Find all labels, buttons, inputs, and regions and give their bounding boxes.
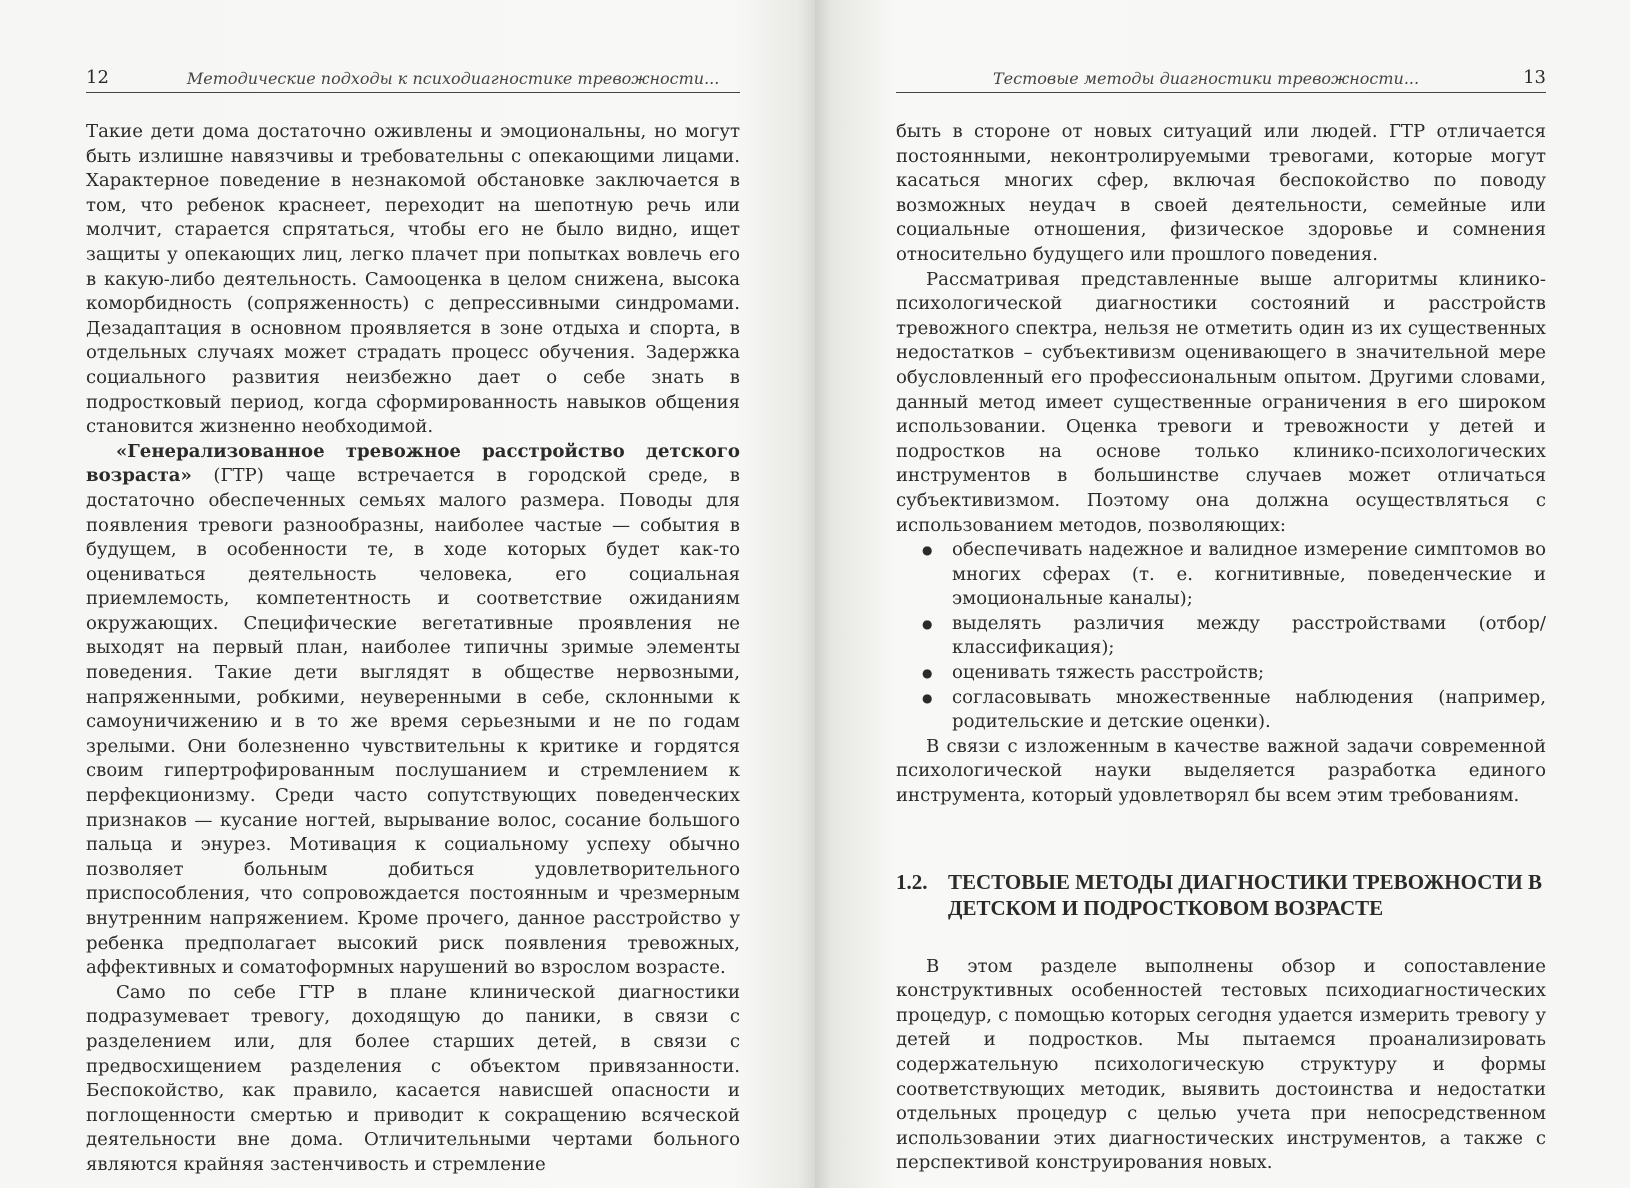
- paragraph-text: (ГТР) чаще встречается в городской среде, в достаточно обеспеченных семьях малого размера. Поводы для появления тревоги разнообразны, наиболее частые — события в будущем, в особенности те, в ходе которых будет как-то оцениваться деятельность человека, его социальная приемлемость, компетентность и соответствие ожиданиям окружающих. Специфические вегетативные проявления не выходят на первый план, наиболее типичны зримые элементы поведения. Такие дети выглядят в обществе нервозными, напряженными, робкими, неуверенными в себе, склонными к самоуничижению и в то же время серьезными и не по годам зрелыми. Они болезненно чувствительны к критике и гордятся своим гипертрофированным послушанием и стремлением к перфекционизму. Среди часто сопутствующих поведенческих признаков — кусание ногтей, вырывание волос, сосание большого пальца и энурез. Мотивация к социальному успеху обычно позволяет больным добиться удовлетворительного приспособления, что сопровождается постоянным и чрезмерным внутренним напряжением. Кроме прочего, данное расстройство у ребенка предполагает высокий риск появления тревожных, аффективных и соматоформных нарушений во взрослом возрасте.: [86, 465, 740, 979]
- section-number: 1.2.: [896, 869, 928, 894]
- term-heading: «Генерализованное тревожное расстройство детского возраста»: [86, 440, 740, 487]
- list-item: ● согласовывать множественные наблюдения (например, родительские и детские оценки).: [952, 686, 1546, 735]
- criteria-list: [896, 538, 1546, 735]
- list-item: ● выделять различия между расстройствами (отбор/классификация);: [952, 612, 1546, 661]
- right-page-header: [896, 58, 1546, 93]
- right-paragraph-2: Рассматривая представленные выше алгоритмы клинико-психологической диагностики состояний и расстройств тревожного спектра, нельзя не отметить один из их существенных недостатков – субъективизм оценивающего в значительной мере обусловленный его профессиональным опытом. Другими словами, данный метод имеет существенные ограничения в его широком использовании. Оценка тревоги и тревожности у детей и подростков на основе только клинико-психологических инструментов в большинстве случаев может отличаться субъективизмом. Поэтому она должна осуществляться с использованием методов, позволяющих:: [896, 268, 1546, 536]
- right-page: [815, 0, 1630, 1188]
- section-heading: [896, 869, 1546, 921]
- right-page-body: [896, 120, 1546, 1176]
- right-paragraph-3: В связи с изложенным в качестве важной задачи современной психологической науки выделяется разработка единого инструмента, который удовлетворял бы всем этим требованиям.: [896, 735, 1546, 807]
- right-paragraph-1: быть в стороне от новых ситуаций или людей. ГТР отличается постоянными, неконтролируемыми тревогами, которые могут касаться многих сфер, включая беспокойство по поводу возможных неудач в своей деятельности, семейные или социальные отношения, физическое здоровье и сомнения относительно будущего или прошлого поведения.: [896, 121, 1546, 265]
- left-paragraph-3: [86, 981, 740, 1178]
- list-item: ● обеспечивать надежное и валидное измерение симптомов во многих сферах (т. е. когнитивные, поведенческие и эмоциональные каналы);: [952, 538, 1546, 612]
- left-page-number: 12: [86, 67, 109, 88]
- list-item: ● оценивать тяжесть расстройств;: [952, 661, 1546, 686]
- paragraph-text: Такие дети дома достаточно оживлены и эмоциональны, но могут быть излишне навязчивы и требовательны с опекающими лицами. Характерное поведение в незнакомой обстановке заключается в том, что ребенок краснеет, переходит на шепотную речь или молчит, старается спрятаться, чтобы его не было видно, ищет защиты у опекающих лиц, легко плачет при попытках вовлечь его в какую-либо деятельность. Самооценка в целом снижена, высока коморбидность (сопряженность) с депрессивными синдромами. Дезадаптация в основном проявляется в зоне отдыха и спорта, в отдельных случаях может страдать процесс обучения. Задержка социального развития неизбежно дает о себе знать в подростковый период, когда сформированность навыков общения становится жизненно необходимой.: [86, 121, 740, 438]
- paragraph-text: Само по себе ГТР в плане клинической диагностики подразумевает тревогу, доходящую до паники, в связи с разделением или, для более старших детей, в связи с предвосхищением разделения с объектом привязанности. Беспокойство, как правило, касается нависшей опасности и поглощенности смертью и приводит к сокращению всяческой деятельности вне дома. Отличительными чертами больного являются крайняя застенчивость и стремление: [86, 981, 740, 1175]
- section-title: ТЕСТОВЫЕ МЕТОДЫ ДИАГНОСТИКИ ТРЕВОЖНОСТИ В ДЕТСКОМ И ПОДРОСТКОВОМ ВОЗРАСТЕ: [948, 869, 1542, 920]
- left-page-body: [86, 120, 740, 1178]
- left-paragraph-1: [86, 120, 740, 440]
- right-running-title: Тестовые методы диагностики тревожности...: [992, 69, 1420, 88]
- right-page-number: 13: [1523, 67, 1546, 88]
- left-paragraph-2: [86, 440, 740, 981]
- left-running-title: Методические подходы к психодиагностике тревожности...: [186, 69, 720, 88]
- left-page-header: [86, 58, 740, 93]
- right-paragraph-4: В этом разделе выполнены обзор и сопоставление конструктивных особенностей тестовых психодиагностических процедур, с помощью которых сегодня удается измерить тревогу у детей и подростков. Мы пытаемся проанализировать содержательную психологическую структуру и формы соответствующих методик, выявить достоинства и недостатки отдельных процедур с целью учета при непосредственном использовании этих диагностических инструментов, а также с перспективой конструирования новых.: [896, 955, 1546, 1174]
